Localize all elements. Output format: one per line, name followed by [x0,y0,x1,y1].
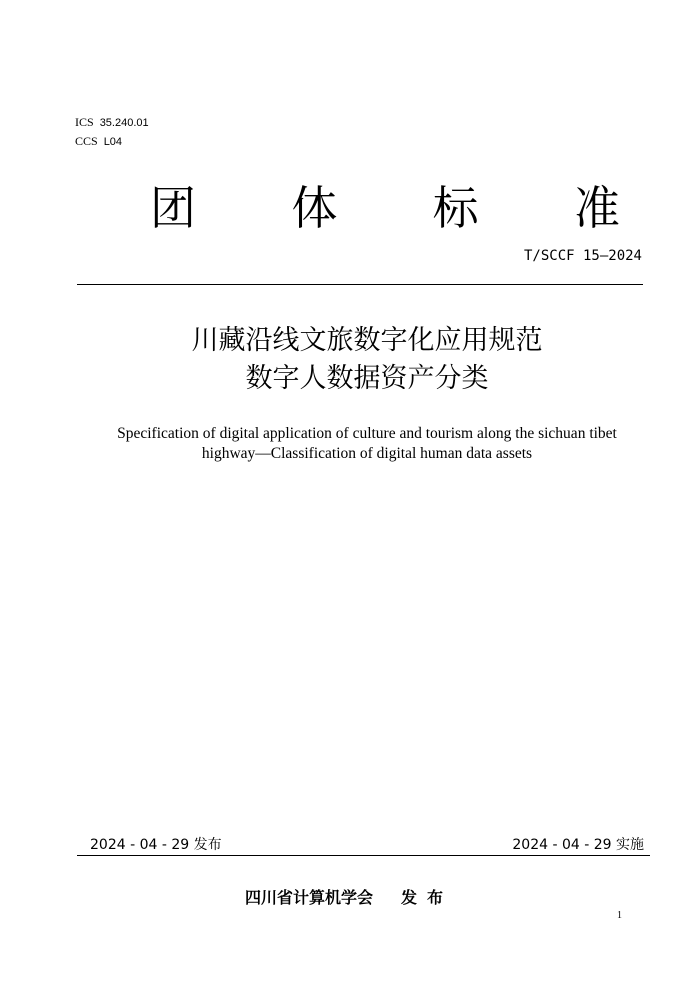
standard-type-char-4: 准 [573,181,620,235]
standard-type-char-1: 团 [150,181,196,235]
standard-type-title [150,178,620,238]
ics-line [75,115,149,130]
publisher-name: 四川省计算机学会 [245,888,374,907]
ics-value: 35.240.01 [99,117,149,129]
header-divider [77,284,643,285]
implement-date: 2024 - 04 - 29 实施 [512,837,644,853]
publish-date: 2024 - 04 - 29 发布 [90,837,222,853]
ccs-label: CCS [75,134,98,148]
chinese-title-line-1: 川藏沿线文旅数字化应用规范 [191,325,543,356]
chinese-title-line-2: 数字人数据资产分类 [245,363,489,394]
document-number: T/SCCF 15—2024 [523,248,642,264]
chinese-title [0,322,700,398]
publisher-line [245,885,453,908]
footer-divider [77,855,650,856]
ccs-value: L04 [103,136,123,148]
ccs-line [75,134,122,149]
ics-label: ICS [75,115,94,129]
standard-type-char-2: 体 [291,181,338,235]
standard-type-char-3: 标 [432,181,479,235]
english-title-line-2: highway—Classification of digital human data assets [201,445,533,462]
page-number: 1 [617,910,622,921]
english-title [0,424,700,464]
publisher-action: 发布 [401,888,454,907]
english-title-line-1: Specification of digital application of culture and tourism along the sichuan tibet [117,425,617,442]
